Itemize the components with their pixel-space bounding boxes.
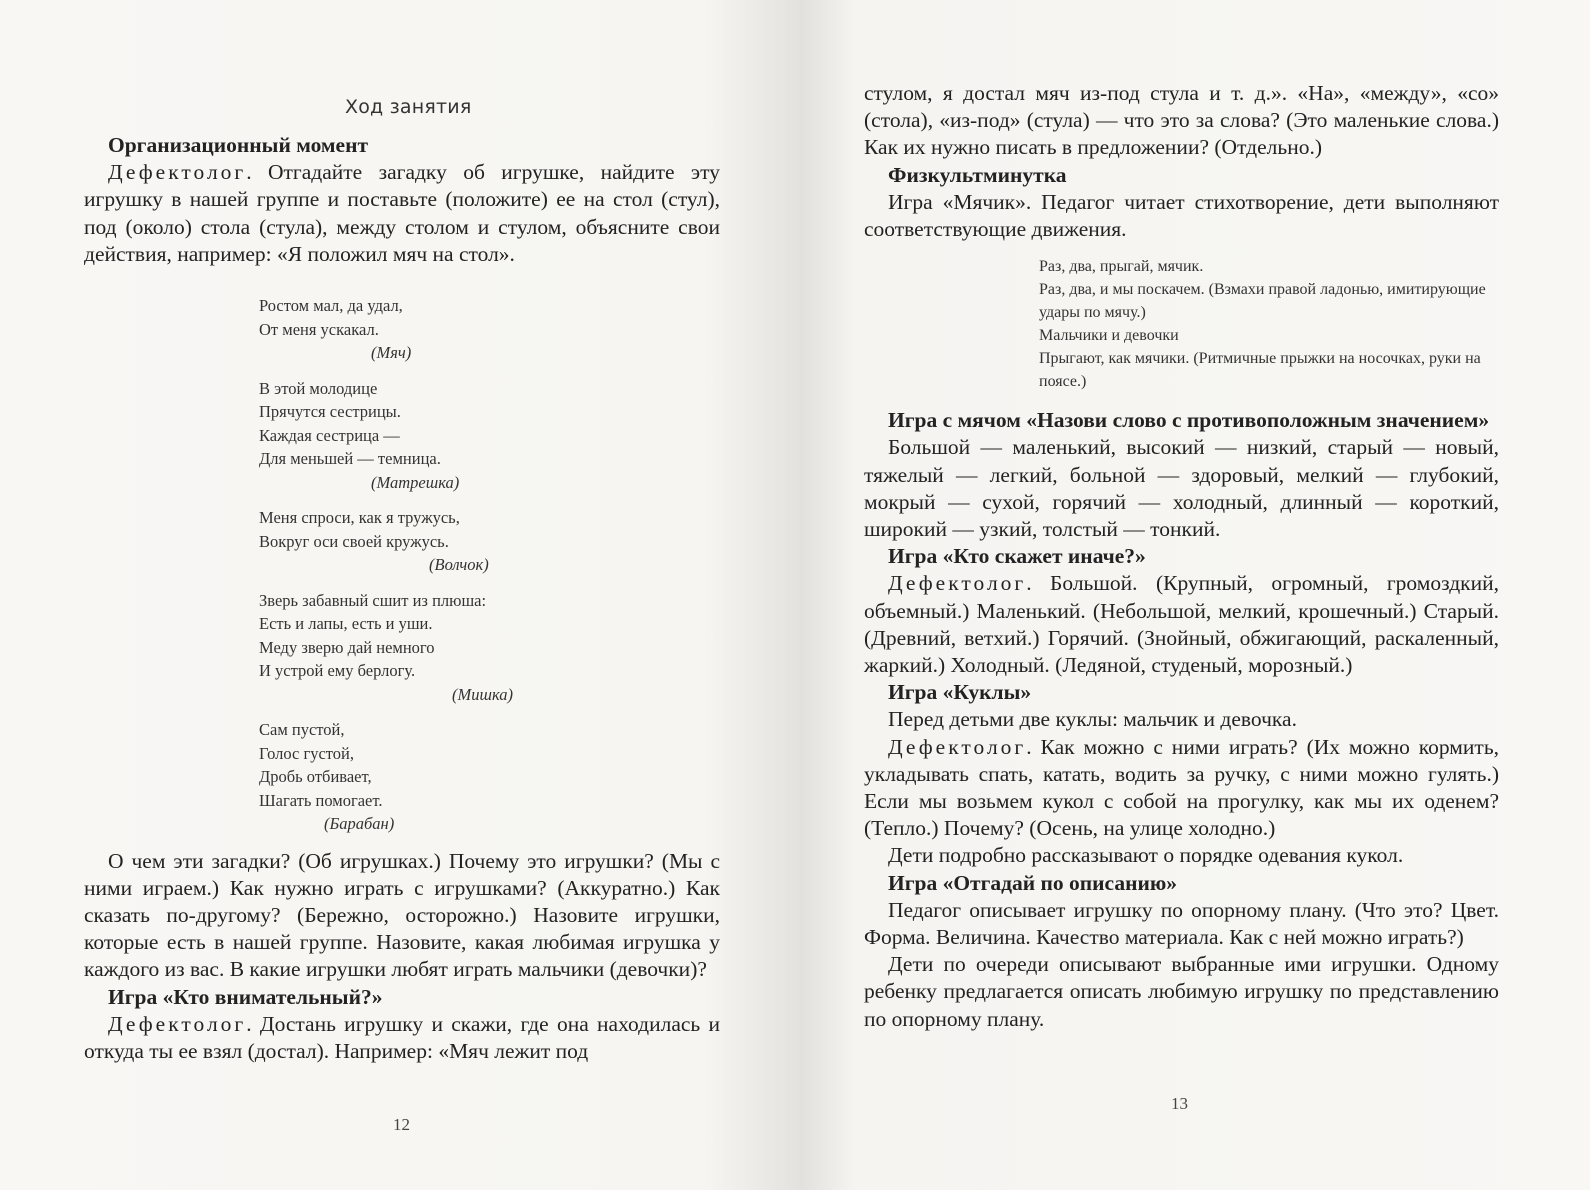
riddle-line: От меня ускакал. <box>259 319 379 339</box>
speaker: Дефектолог <box>108 1011 247 1036</box>
right-page <box>800 0 1590 1190</box>
riddle-line: Меня спроси, как я тружусь, <box>259 508 460 528</box>
italic-text: (Осень, на улице холодно.) <box>1029 816 1276 841</box>
riddles <box>259 294 720 836</box>
italic-text: (Ритмичные прыжки на носочках, руки на поясе.) <box>1039 350 1481 391</box>
italic-text: (Небольшой, мелкий, крошечный.) <box>1092 598 1417 623</box>
riddle <box>259 294 720 365</box>
italic-text: (Об игрушках.) <box>298 848 441 873</box>
section-title: Ход занятия <box>345 96 472 118</box>
paragraph <box>84 848 720 984</box>
text-run: . Большой. <box>1026 571 1156 596</box>
riddle-answer: (Волчок) <box>429 555 489 575</box>
italic-text: (Взмахи правой ладонью, имитирующие удары по мячу.) <box>1039 281 1486 322</box>
riddle-answer: (Матрешка) <box>371 472 460 492</box>
italic-text: (Это маленькие слова.) <box>1286 108 1499 133</box>
text-run: . Отгадайте загадку об игрушке, найдите эту игрушку в нашей группе и поставьте (положите) ее на стол (стул), под (около) стола (стула), между столом и стулом, объясните свои действия, например: «Я положил мяч на стол». <box>84 160 720 266</box>
text-run: Почему? <box>938 816 1030 841</box>
text-run: Если мы возьмем кукол с собой на прогулку, как мы их оденем? <box>864 789 1499 814</box>
text-run: Как сказать по-другому? <box>84 875 720 927</box>
heading-game-otherwise: Игра «Кто скажет иначе?» <box>888 544 1146 569</box>
riddle-line: Для меньшей — темница. <box>259 449 441 469</box>
italic-text: (Мы с ними играем.) <box>84 848 720 900</box>
exercise-poem <box>1039 255 1499 393</box>
riddle-line: Каждая сестрица — <box>259 425 400 445</box>
italic-text: (Аккуратно.) <box>557 875 676 900</box>
text-run: Как их нужно писать в предложении? <box>864 135 1215 160</box>
paragraph <box>84 1011 720 1065</box>
page-number: 12 <box>393 1115 410 1134</box>
riddle-line: Ростом мал, да удал, <box>259 296 403 316</box>
poem-line <box>1039 347 1499 393</box>
paragraph: Дети по очереди описывают выбранные ими игрушки. Одному ребенку предлагается описать любимую игрушку по представлению по опорному плану. <box>864 952 1499 1031</box>
poem-line <box>1039 324 1499 347</box>
text-run: Горячий. <box>1039 625 1137 650</box>
text-run: Мальчики и девочки <box>1039 327 1179 345</box>
text-run: Раз, два, и мы поскачем. <box>1039 281 1209 299</box>
heading-org-moment: Организационный момент <box>108 133 369 157</box>
text-run: Почему это игрушки? <box>440 848 662 873</box>
paragraph <box>864 80 1499 162</box>
text-run: Назовите игрушки, которые есть в нашей группе. Назовите, какая любимая игрушка у каждого из вас. В какие игрушки любят играть мальчики (девочки)? <box>84 902 720 982</box>
text-run: О чем эти загадки? <box>108 848 299 873</box>
poem-line <box>1039 255 1499 278</box>
paragraph: Игра «Мячик». Педагог читает стихотворение, дети выполняют соответствующие движения. <box>864 189 1499 242</box>
riddle <box>259 377 720 495</box>
italic-text: (Их можно кормить, укладывать спать, катать, водить за ручку, с ними можно гулять.) <box>864 734 1499 786</box>
paragraph: Перед детьми две куклы: мальчик и девочка. <box>888 707 1297 732</box>
riddle-line: Есть и лапы, есть и уши. <box>259 614 433 634</box>
riddle <box>259 506 720 577</box>
left-column <box>84 132 720 1065</box>
italic-text: (Отдельно.) <box>1214 135 1322 160</box>
riddle-line: И устрой ему берлогу. <box>259 661 416 681</box>
text-run: . Как можно с ними играть? <box>1026 734 1307 759</box>
text-run: Маленький. <box>969 598 1093 623</box>
speaker: Дефектолог <box>108 160 247 185</box>
riddle-line: Шагать помогает. <box>259 790 383 810</box>
riddle-answer: (Мяч) <box>371 343 412 363</box>
paragraph <box>84 159 720 268</box>
italic-text: (Древний, ветхий.) <box>864 625 1040 650</box>
poem-line <box>1039 278 1499 324</box>
heading-game-opposites: Игра с мячом «Назови слово с противоположным значением» <box>888 408 1490 433</box>
right-column <box>864 80 1499 1033</box>
riddle-line: Меду зверю дай немного <box>259 637 435 657</box>
text-run: Холодный. <box>945 653 1056 678</box>
page-number: 13 <box>1171 1094 1188 1113</box>
italic-text: (Тепло.) <box>864 816 939 841</box>
speaker: Дефектолог <box>888 734 1027 759</box>
riddle-line: Прячутся сестрицы. <box>259 402 401 422</box>
paragraph <box>864 734 1499 843</box>
italic-text: (Бережно, осторожно.) <box>297 902 517 927</box>
riddle-answer: (Мишка) <box>452 684 513 704</box>
riddle-answer: (Барабан) <box>324 814 395 834</box>
riddle-line: Вокруг оси своей кружусь. <box>259 531 449 551</box>
italic-text: (Знойный, обжигающий, раскаленный, жаркий.) <box>864 625 1499 678</box>
text-run: Прыгают, как мячики. <box>1039 350 1194 368</box>
riddle <box>259 589 720 707</box>
riddle <box>259 718 720 836</box>
paragraph: Педагог описывает игрушку по опорному плану. (Что это? Цвет. Форма. Величина. Качество материала. Как с ней можно играть?) <box>864 897 1499 950</box>
riddle-line: Сам пустой, <box>259 720 345 740</box>
heading-fizkult: Физкультминутка <box>888 162 1067 187</box>
heading-game-dolls: Игра «Куклы» <box>888 680 1032 705</box>
paragraph: Большой — маленький, высокий — низкий, старый — новый, тяжелый — легкий, больной — здоровый, мелкий — глубокий, мокрый — сухой, горячий — холодный, длинный — короткий, широкий — узкий, толстый — тонкий. <box>864 435 1499 542</box>
italic-text: (Ледяной, студеный, морозный.) <box>1055 653 1353 678</box>
paragraph: Дети подробно рассказывают о порядке одевания кукол. <box>888 843 1404 868</box>
text-run: Старый. <box>1416 598 1499 623</box>
text-run: . Достань игрушку и скажи, где она находилась и откуда ты ее взял (достал). Например: «Мяч лежит под <box>84 1011 720 1063</box>
speaker: Дефектолог <box>888 571 1027 596</box>
riddle-line: В этой молодице <box>259 378 378 398</box>
italic-text: (Крупный, огромный, громоздкий, объемный.) <box>864 571 1499 623</box>
riddle-line: Зверь забавный сшит из плюша: <box>259 590 487 610</box>
heading-game-attentive: Игра «Кто внимательный?» <box>108 984 383 1009</box>
text-run: Как нужно играть с игрушками? <box>219 875 558 900</box>
heading-game-description: Игра «Отгадай по описанию» <box>888 870 1178 895</box>
text-run: Раз, два, прыгай, мячик. <box>1039 258 1204 276</box>
riddle-line: Голос густой, <box>259 743 355 763</box>
paragraph <box>864 570 1499 679</box>
text-run: стулом, я достал мяч из-под стула и т. д.». «На», «между», «со» (стола), «из-под» (стула) — что это за слова? <box>864 81 1499 133</box>
riddle-line: Дробь отбивает, <box>259 767 372 787</box>
